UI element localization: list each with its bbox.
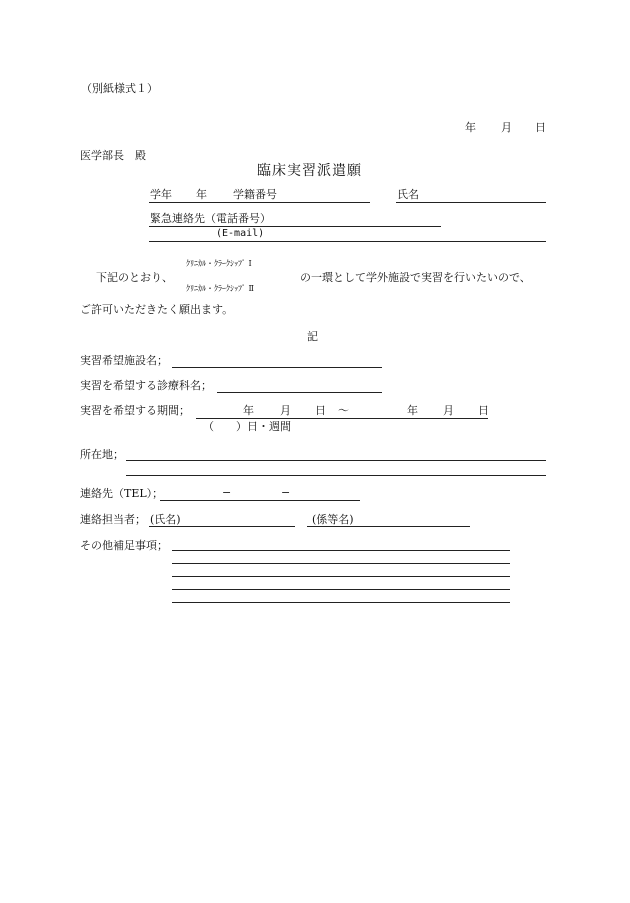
contact-dept-label: (係等名) xyxy=(312,513,354,526)
notes-line-4 xyxy=(172,589,510,590)
notes-line-5 xyxy=(172,602,510,603)
student-name-input[interactable] xyxy=(422,188,544,202)
date-month-label: 月 xyxy=(501,121,512,134)
period-label: 実習を希望する期間； xyxy=(80,404,190,417)
contact-label: 連絡担当者； xyxy=(80,513,146,526)
tel-separator-1: − xyxy=(222,486,232,499)
facility-label: 実習希望施設名； xyxy=(80,354,168,367)
period-duration: （ ）日・週間 xyxy=(203,420,291,433)
page-title: 臨床実習派遣願 xyxy=(257,163,362,179)
notes-input[interactable] xyxy=(174,537,508,601)
period-end-month: 月 xyxy=(443,404,454,417)
addressee: 医学部長 殿 xyxy=(80,149,146,162)
student-id-label: 学籍番号 xyxy=(233,188,277,201)
department-line xyxy=(217,392,382,393)
emergency-email-input[interactable] xyxy=(268,227,544,241)
department-label: 実習を希望する診療科名； xyxy=(80,379,212,392)
period-start-month: 月 xyxy=(280,404,291,417)
emergency-phone-input[interactable] xyxy=(280,212,440,226)
facility-input[interactable] xyxy=(174,353,380,367)
contact-name-input[interactable] xyxy=(190,512,293,526)
notes-line-3 xyxy=(172,576,510,577)
date-year-label: 年 xyxy=(465,121,476,134)
facility-line xyxy=(172,367,382,368)
notes-line-1 xyxy=(172,550,510,551)
period-start-day: 日 xyxy=(315,404,326,417)
grade-unit: 年 xyxy=(196,188,207,201)
address-label: 所在地； xyxy=(80,448,124,461)
notes-label: その他補足事項； xyxy=(80,539,168,552)
emergency-email-label: (E-mail) xyxy=(216,228,265,239)
address-input-line-1[interactable] xyxy=(128,446,544,460)
option-clinical-clerkship-2[interactable]: ｸﾘﾆｶﾙ・ｸﾗｰｸｼｯﾌﾟ Ⅱ xyxy=(186,284,254,293)
notes-line-2 xyxy=(172,563,510,564)
ki-heading: 記 xyxy=(307,330,318,343)
student-line-left xyxy=(149,202,370,203)
emergency-email-line xyxy=(149,241,546,242)
tel-label: 連絡先（TEL）； xyxy=(80,487,164,500)
period-tilde: 〜 xyxy=(338,404,349,417)
tel-input[interactable] xyxy=(162,486,358,500)
student-id-input[interactable] xyxy=(280,188,368,202)
option-clinical-clerkship-1[interactable]: ｸﾘﾆｶﾙ・ｸﾗｰｸｼｯﾌﾟ Ⅰ xyxy=(186,259,252,268)
period-start-year: 年 xyxy=(243,404,254,417)
request-line-2: ご許可いただきたく願出ます。 xyxy=(80,303,234,316)
address-line-2 xyxy=(126,475,546,476)
contact-dept-line xyxy=(307,526,470,527)
form-number: （別紙様式１） xyxy=(81,82,158,95)
request-intro: 下記のとおり、 xyxy=(96,271,173,284)
grade-input[interactable] xyxy=(176,188,194,202)
contact-name-label: (氏名) xyxy=(150,513,181,526)
emergency-phone-label: 緊急連絡先（電話番号） xyxy=(150,212,271,225)
address-input-line-2[interactable] xyxy=(128,461,544,475)
period-line xyxy=(196,418,488,419)
student-name-label: 氏名 xyxy=(397,188,419,201)
contact-dept-input[interactable] xyxy=(362,512,468,526)
tel-line xyxy=(160,500,360,501)
contact-name-line xyxy=(149,526,295,527)
tel-separator-2: − xyxy=(281,486,291,499)
student-line-right xyxy=(396,202,546,203)
date-day-label: 日 xyxy=(535,121,546,134)
period-end-day: 日 xyxy=(478,404,489,417)
grade-label: 学年 xyxy=(150,188,172,201)
period-end-year: 年 xyxy=(407,404,418,417)
request-continuation: の一環として学外施設で実習を行いたいので、 xyxy=(300,271,531,284)
department-input[interactable] xyxy=(219,378,380,392)
